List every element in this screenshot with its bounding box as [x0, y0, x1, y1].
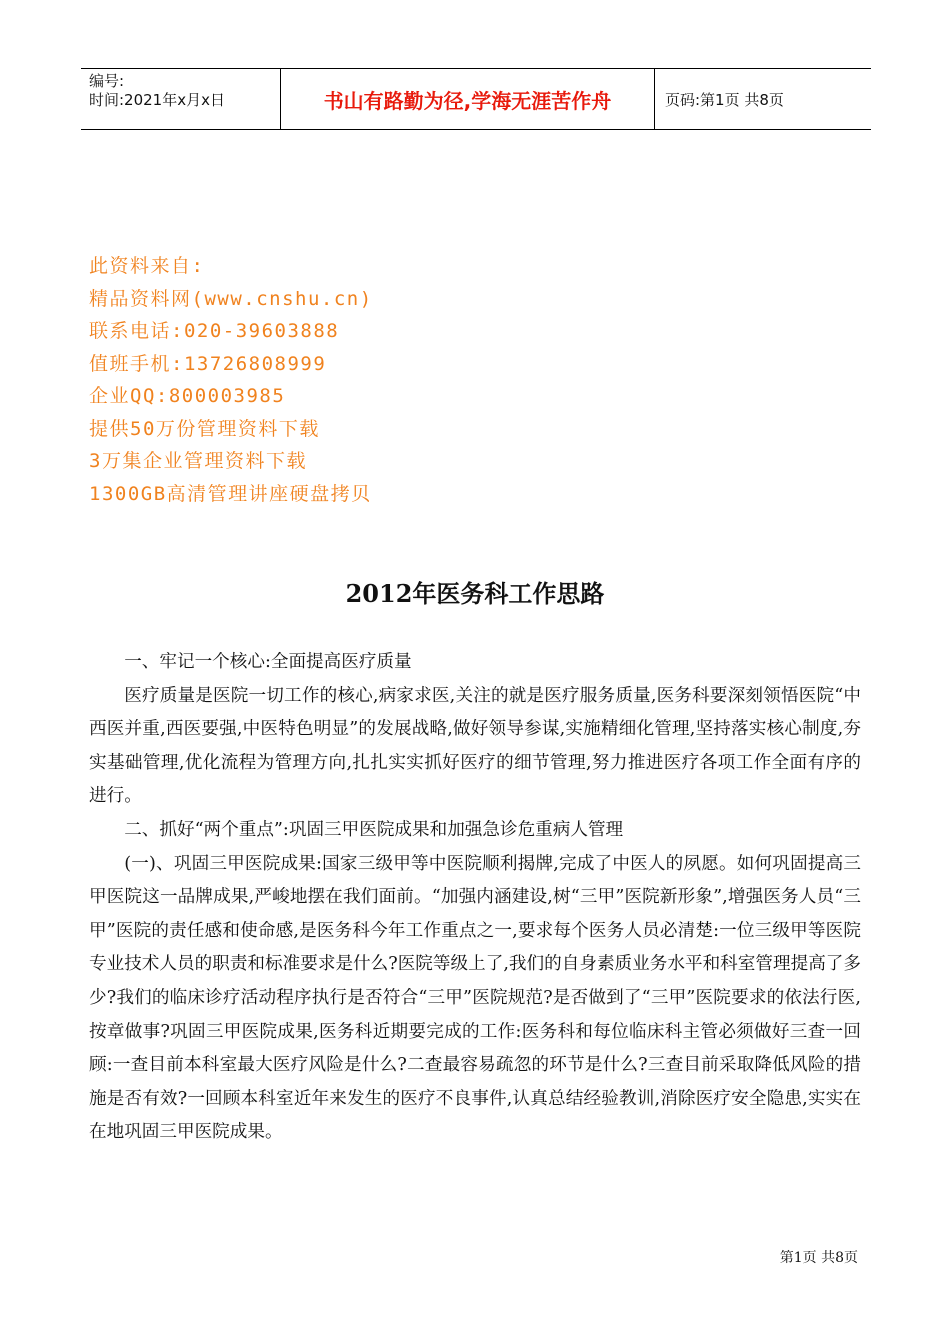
body-paragraph: (一)、巩固三甲医院成果:国家三级甲等中医院顺利揭牌,完成了中医人的夙愿。如何巩固提高三甲医院这一品牌成果,严峻地摆在我们面前。“加强内涵建设,树“三甲”医院新形象”,增强医务人员“三甲”医院的责任感和使命感,是医务科今年工作重点之一,要求每个医务人员必清楚:一位三级甲等医院专业技术人员的职责和标准要求是什么?医院等级上了,我们的自身素质业务水平和科室管理提高了多少?我们的临床诊疗活动程序执行是否符合“三甲”医院规范?是否做到了“三甲”医院要求的依法行医,按章做事?巩固三甲医院成果,医务科近期要完成的工作:医务科和每位临床科主管必须做好三查一回顾:一查目前本科室最大医疗风险是什么?二查最容易疏忽的环节是什么?三查目前采取降低风险的措施是否有效?一回顾本科室近年来发生的医疗不良事件,认真总结经验教训,消除医疗安全隐患,实实在在地巩固三甲医院成果。 — [89, 853, 861, 1143]
header-number-label: 编号: — [89, 72, 125, 90]
ad-line: 提供50万份管理资料下载 — [89, 417, 320, 440]
ad-line: 3万集企业管理资料下载 — [89, 450, 307, 472]
ad-line: 1300GB高清管理讲座硬盘拷贝 — [89, 482, 372, 505]
document-body — [89, 646, 861, 1150]
ad-line: 联系电话:020-39603888 — [89, 320, 340, 342]
body-paragraph: 医疗质量是医院一切工作的核心,病家求医,关注的就是医疗服务质量,医务科要深刻领悟医院“中西医并重,西医要强,中医特色明显”的发展战略,做好领导参谋,实施精细化管理,坚持落实核心制度,夯实基础管理,优化流程为管理方向,扎扎实实抓好医疗的细节管理,努力推进医疗各项工作全面有序的进行。 — [89, 685, 861, 807]
header-meta — [81, 69, 281, 129]
ad-line: 值班手机:13726808999 — [89, 352, 327, 375]
page-footer: 第1页 共8页 — [779, 1250, 858, 1266]
section-heading: 一、牢记一个核心:全面提高医疗质量 — [124, 652, 412, 672]
ad-line: 企业QQ:800003985 — [89, 385, 286, 407]
header-page-label: 页码:第1页 共8页 — [665, 90, 784, 109]
document-title: 2012年医务科工作思路 — [345, 579, 605, 608]
header-time-label: 时间:2021年x月x日 — [89, 91, 225, 109]
section-heading: 二、抓好“两个重点”:巩固三甲医院成果和加强急诊危重病人管理 — [124, 819, 624, 840]
ad-line: 精品资料网(www.cnshu.cn) — [89, 287, 373, 310]
header-motto: 书山有路勤为径,学海无涯苦作舟 — [281, 69, 655, 129]
header-table — [81, 68, 871, 130]
ad-block — [89, 250, 373, 510]
ad-line: 此资料来自: — [89, 255, 205, 277]
